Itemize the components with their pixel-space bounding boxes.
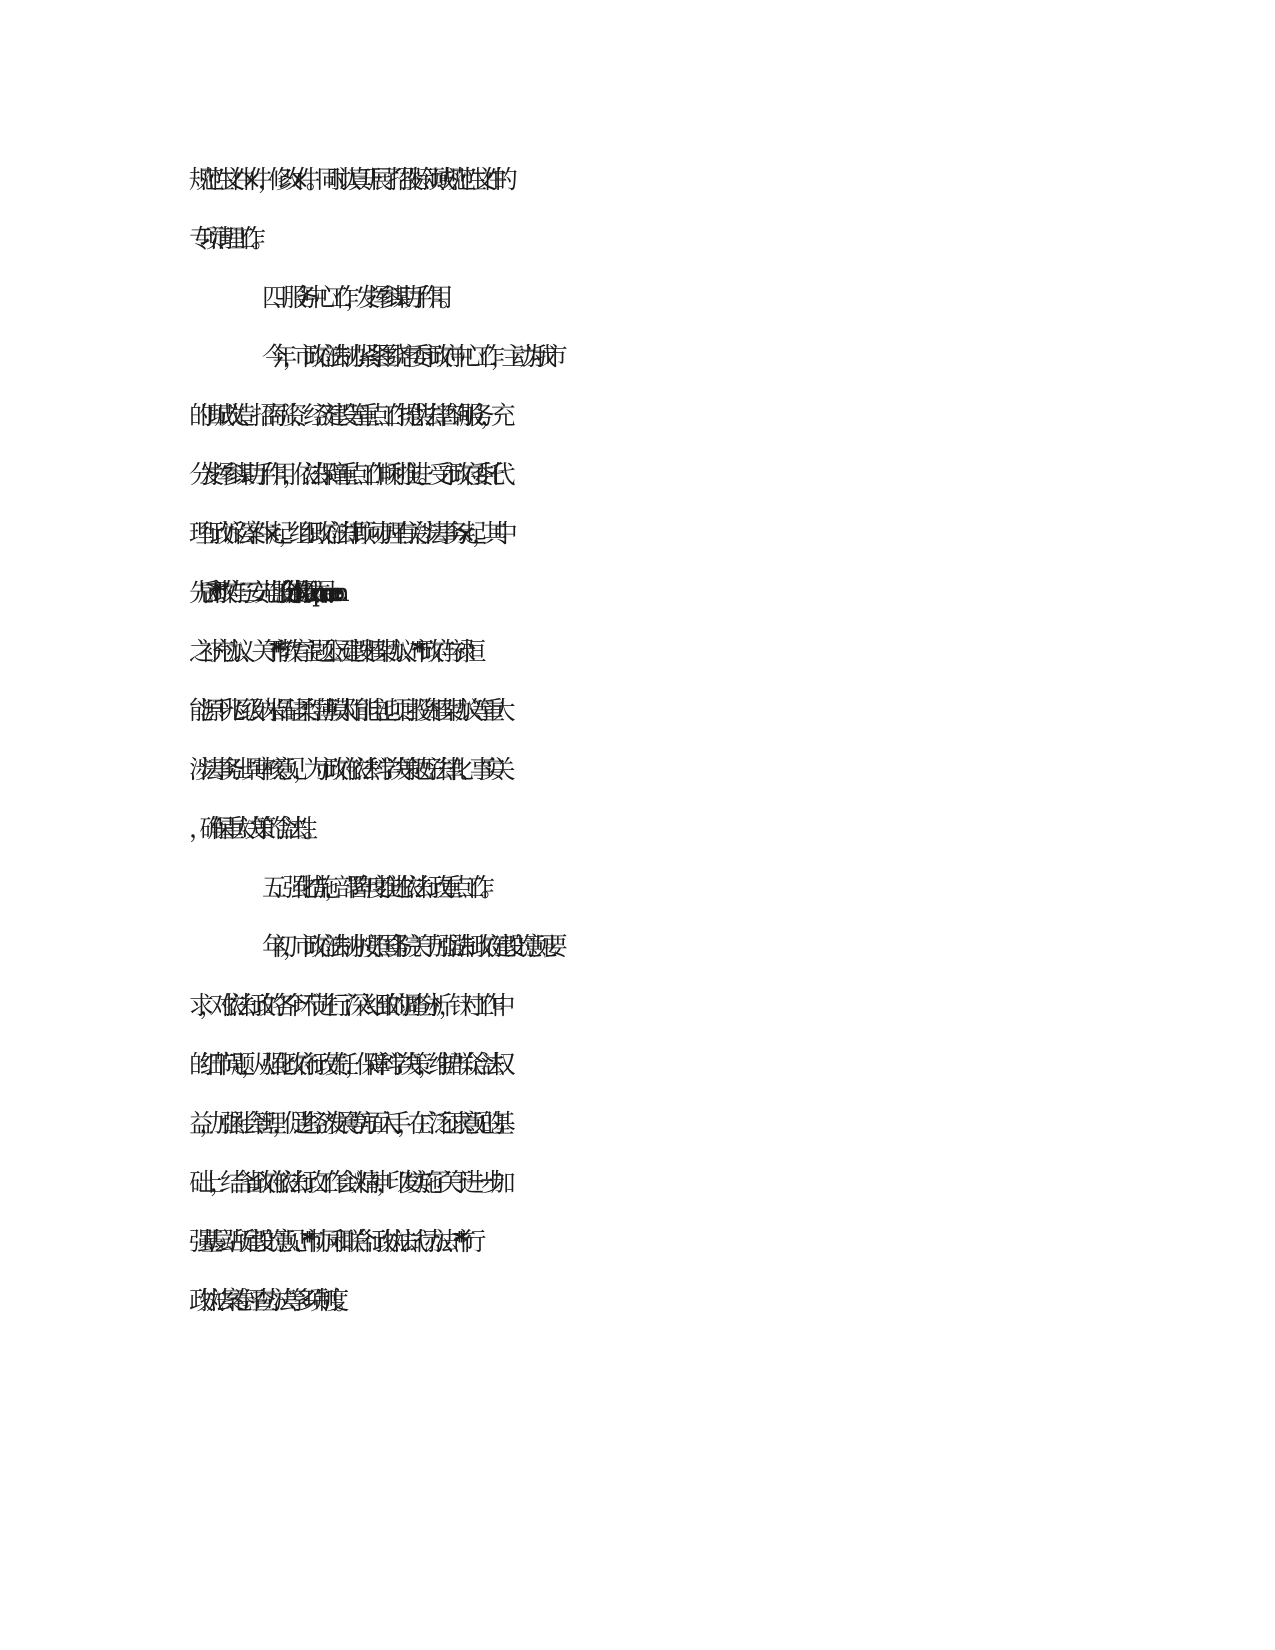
text-line: 强基层站所建设的意见、**市协同和联合行政执法试行办法、**市行 <box>189 1227 472 1256</box>
paragraph-first-line: 年初，市政府法制办按照国务院关于加强法制政府建设的意见要 <box>262 932 554 961</box>
text-line: 的旧城改造、招商引资、经济建设等重点工作提供法律咨询服务，充 <box>189 401 502 430</box>
section-heading: 四、服务中心工作，发挥参谋助手作用。 <box>262 283 450 312</box>
text-line: 求，对依法行政的各个环节进行了深入细致的调查分析，针对工作中 <box>189 991 502 1020</box>
text-line: 之补充协议、关于**市教育主题公园建设框架协议、**市政府与禄恒 <box>189 637 472 666</box>
text-line: 涉法事务出具审核意见，为市政府依法科学决策把好法律化、事实关 <box>189 755 502 784</box>
text-line: 先后对**市政府与三安光电股份有限公司、emcorecorporation 合作协议 <box>189 578 309 607</box>
text-line: ，确保重大决策的合法性。 <box>189 814 314 843</box>
text-line: 分发挥参谋助手作用，依法保障重点工作顺利推进。受市政府委托代 <box>189 460 502 489</box>
section-heading: 五、强化措施，部署年度推进依法行政重点工作。 <box>262 873 491 902</box>
text-line: 础上，结合省政府依法行政工作会议精神，印发实施了关于进一步加 <box>189 1168 502 1197</box>
text-line: 益，加强社会管理，促进经济发展等方面入手，在广泛征求意见的基 <box>189 1109 502 1138</box>
text-line: 理行政诉讼案件×起，组织政府法律顾问办理有关涉法事务×起，其中 <box>189 519 504 548</box>
text-line: 专项清理工作。 <box>189 224 262 253</box>
text-line: 能源千兆瓦级纳米晶硅柔性薄膜太阳能电池项目投资框架协议等重大 <box>189 696 502 725</box>
text-line: 政执法案卷评查办法等多项制度。 <box>189 1286 346 1315</box>
text-line: 的细节问题，从强化政府行政责任，保障科学决策，维护群众合法权 <box>189 1050 502 1079</box>
text-line: 规范性文件×件，修改×件。同时认真开展了招投标领域规范性文件的 <box>189 165 504 194</box>
paragraph-first-line: 今年，市政府法制办紧紧围绕市委市政府中心工作，主动为我市 <box>262 342 554 371</box>
